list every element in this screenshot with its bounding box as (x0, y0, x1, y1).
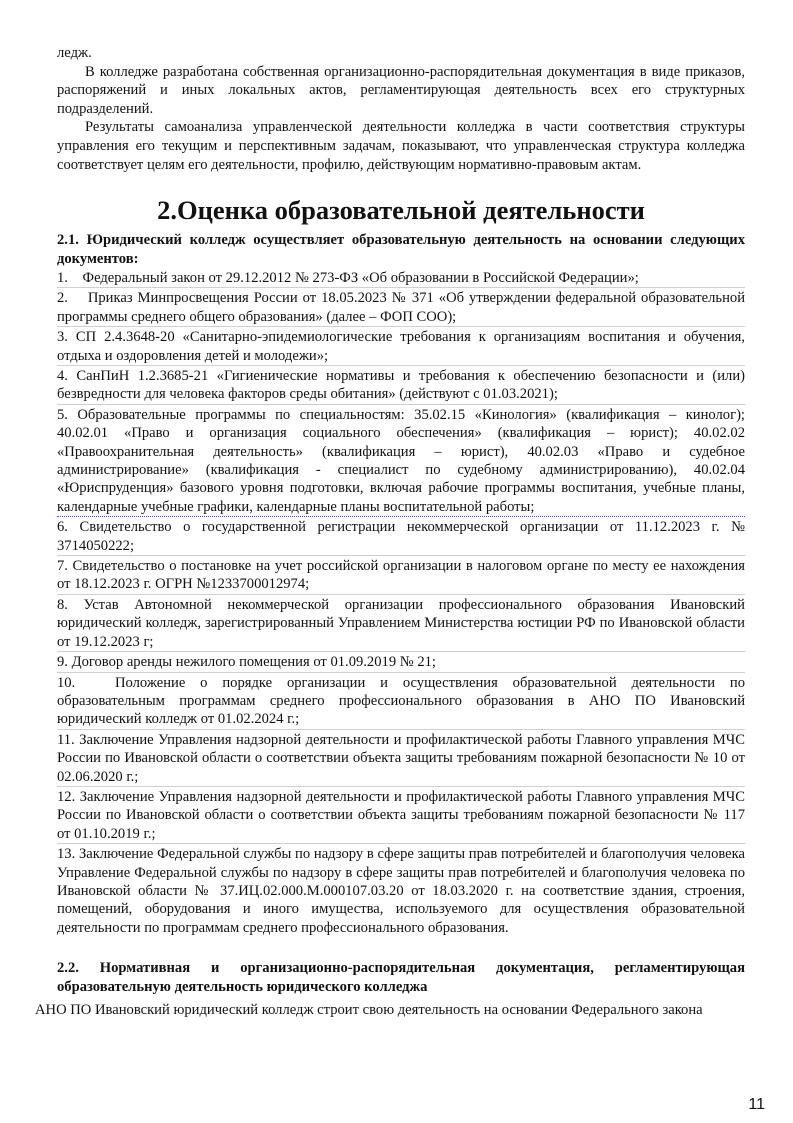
list-item: 8. Устав Автономной некоммерческой организации профессионального образования Ивановский юридический колледж, зарегистрированный Управлением Министерства юстиции РФ по Ивановской области от 19.12.2023 г; (57, 595, 745, 652)
list-item: 7. Свидетельство о постановке на учет российской организации в налоговом органе по месту ее нахождения от 18.12.2023 г. ОГРН №1233700012974; (57, 556, 745, 595)
list-item: 5. Образовательные программы по специальностям: 35.02.15 «Кинология» (квалификация – кинолог); 40.02.01 «Право и организация социального обеспечения» (квалификация – юрист); 40.02.02 «Правоохранительная деятельность» (квалификация – юрист), 40.02.03 «Право и судебное администрирование» (квалификация - специалист по судебному администрированию), 40.02.04 «Юриспруденция» базового уровня подготовки, включая рабочие программы воспитания, учебные планы, календарные учебные графики, календарные планы воспитательной работы; (57, 405, 745, 517)
subsection-2-2-title: 2.2. Нормативная и организационно-распорядительная документация, регламентирующая образовательную деятельность юридического колледжа (57, 960, 745, 995)
paragraph-local-acts: В колледже разработана собственная организационно-распорядительная документация в виде приказов, распоряжений и иных локальных актов, регламентирующая деятельность всех его структурных подразделений. (57, 63, 745, 117)
list-item: 9. Договор аренды нежилого помещения от 01.09.2019 № 21; (57, 652, 745, 672)
list-item: 10. Положение о порядке организации и осуществления образовательной деятельности по образовательным программам среднего профессионального образования в АНО ПО Ивановский юридический колледж от 01.02.2024 г.; (57, 673, 745, 730)
list-item: 1. Федеральный закон от 29.12.2012 № 273-ФЗ «Об образовании в Российской Федерации»; (57, 268, 745, 288)
list-item: 13. Заключение Федеральной службы по надзору в сфере защиты прав потребителей и благополучия человека Управление Федеральной службы по надзору в сфере защиты прав потребителей и благополучия человека по Ивановской области № 37.ИЦ.02.000.М.000107.03.20 от 18.03.2020 г. на соответствие здания, строения, помещений, оборудования и иного имущества, используемого для осуществления образовательной деятельности по программам среднего профессионального образования. (57, 846, 745, 936)
list-item: 11. Заключение Управления надзорной деятельности и профилактической работы Главного управления МЧС России по Ивановской области о соответствии объекта защиты требованиям пожарной безопасности № 10 от 02.06.2020 г.; (57, 730, 745, 787)
document-page (57, 44, 745, 996)
subsection-2-1-title: 2.1. Юридический колледж осуществляет образовательную деятельность на основании следующих документов: (57, 232, 745, 267)
list-item: 4. СанПиН 1.2.3685-21 «Гигиенические нормативы и требования к обеспечению безопасности и (или) безвредности для человека факторов среды обитания» (действуют с 01.03.2021); (57, 366, 745, 405)
section-title: 2.Оценка образовательной деятельности (157, 195, 645, 226)
paragraph-self-assessment: Результаты самоанализа управленческой деятельности колледжа в части соответствия структуры управления его текущим и перспективным задачам, показывают, что управленческая структура колледжа соответствует целям его деятельности, профилю, действующим нормативно-правовым актам. (57, 119, 745, 173)
list-item: 3. СП 2.4.3648-20 «Санитарно-эпидемиологические требования к организациям воспитания и обучения, отдыха и оздоровления детей и молодежи»; (57, 327, 745, 366)
list-item: 6. Свидетельство о государственной регистрации некоммерческой организации от 11.12.2023 г. № 3714050222; (57, 517, 745, 556)
documents-list (57, 268, 745, 937)
page-number: 11 (748, 1096, 765, 1113)
list-item: 12. Заключение Управления надзорной деятельности и профилактической работы Главного управления МЧС России по Ивановской области о соответствии объекта защиты требованиям пожарной безопасности № 117 от 01.10.2019 г.; (57, 787, 745, 844)
continuation-line: АНО ПО Ивановский юридический колледж строит свою деятельность на основании Федерального закона (35, 1002, 703, 1018)
list-item: 2. Приказ Минпросвещения России от 18.05.2023 № 371 «Об утверждении федеральной образовательной программы среднего общего образования» (далее – ФОП СОО); (57, 288, 745, 327)
top-fragment: ледж. (57, 45, 92, 61)
